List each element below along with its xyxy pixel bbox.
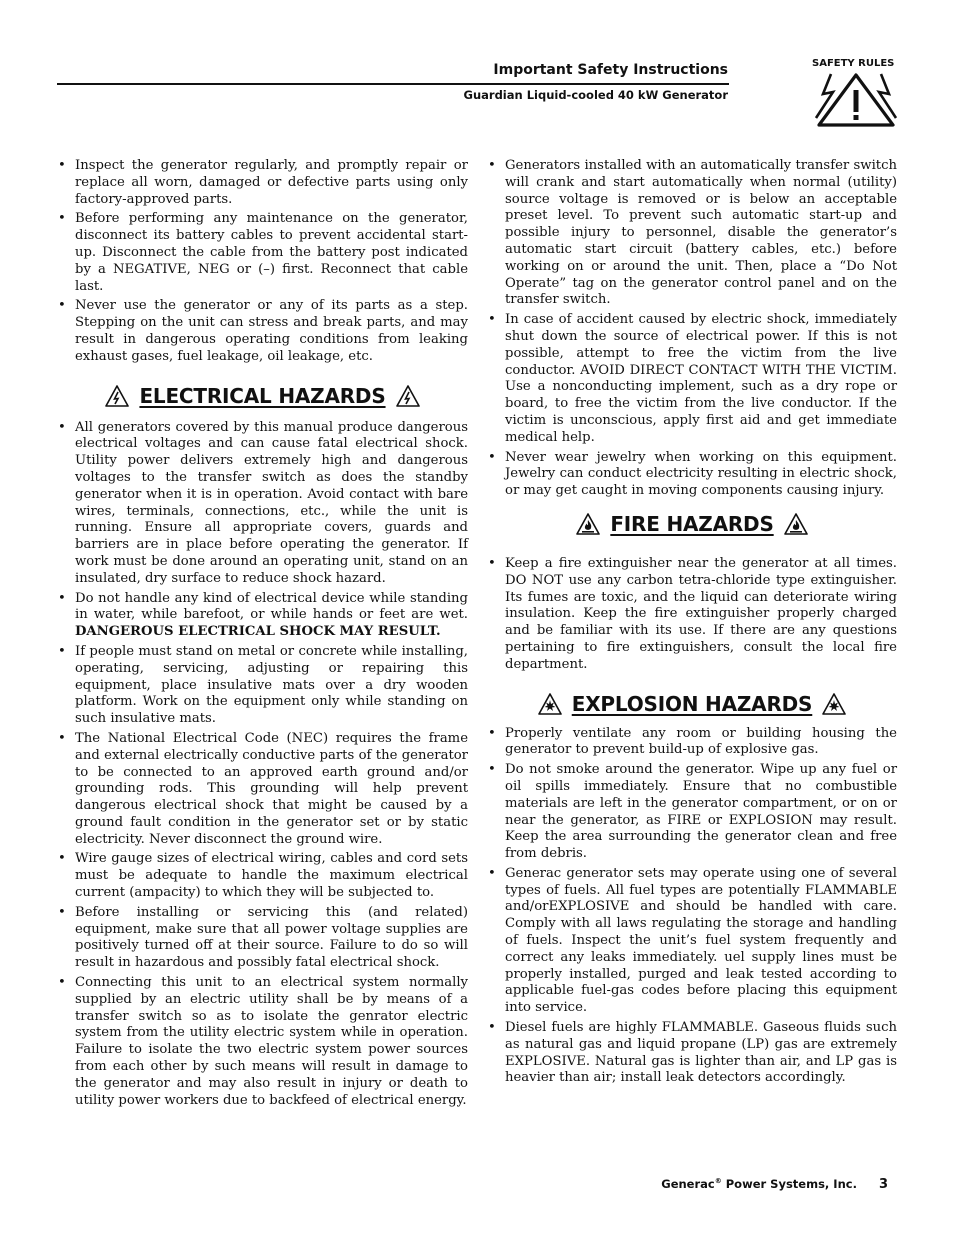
explosion-hazard-icon bbox=[822, 692, 846, 716]
fire-hazard-icon bbox=[784, 512, 808, 536]
header-rule bbox=[57, 83, 729, 85]
page-number: 3 bbox=[878, 1177, 888, 1192]
list-item: • All generators covered by this manual produce dangerous electrical voltages and can cause fatal electrical shock. Utility power delivers extremely high and dangerous voltages to the transfer switch as does the standby generator when it is in operation. Avoid contact with bare wires, terminals, connections, etc., while the unit is running. Ensure all appropriate covers, guards and barriers are in place before operating the generator. If work must be done around an operating unit, stand on an insulated, dry surface to reduce shock hazard. bbox=[57, 420, 468, 588]
electrical-hazard-icon bbox=[105, 384, 129, 408]
fire-hazard-icon bbox=[576, 512, 600, 536]
badge-label: SAFETY RULES bbox=[812, 58, 895, 69]
page-header bbox=[0, 0, 954, 135]
fire-hazards-heading bbox=[487, 512, 897, 536]
list-item: • Keep a fire extinguisher near the generator at all times. DO NOT use any carbon tetra-chloride type extinguisher. Its fumes are toxic, and the liquid can deteriorate wiring insulation. Keep the fire extinguisher properly charged and be familiar with its use. If there are any questions pertaining to fire extinguishers, consult the local fire department. bbox=[487, 556, 897, 674]
electrical-hazards-list bbox=[57, 420, 468, 1110]
list-item: • The National Electrical Code (NEC) requires the frame and external electrically conductive parts of the generator to be connected to an approved earth ground and/or grounding rods. This grounding will help prevent dangerous electrical shock that might be caused by a ground fault condition in the generator set or by static electricity. Never disconnect the ground wire. bbox=[57, 731, 468, 849]
list-item: • Before performing any maintenance on the generator, disconnect its battery cables to prevent accidental start-up. Disconnect the cable from the battery post indicated by a NEGATIVE, NEG or (–) first. Reconnect that cable last. bbox=[57, 211, 468, 295]
section-title: FIRE HAZARDS bbox=[610, 511, 774, 536]
lightning-warning-icon bbox=[813, 72, 899, 128]
footer-company: Generac bbox=[661, 1177, 715, 1191]
list-item: • Properly ventilate any room or building housing the generator to prevent build-up of explosive gas. bbox=[487, 726, 897, 760]
warning-text: DANGEROUS ELECTRICAL SHOCK MAY RESULT. bbox=[75, 624, 441, 640]
electrical-hazard-icon bbox=[396, 384, 420, 408]
electrical-hazards-heading bbox=[57, 384, 468, 408]
list-item: • Wire gauge sizes of electrical wiring, cables and cord sets must be adequate to handle the maximum electrical current (ampacity) to which they will be subjected to. bbox=[57, 851, 468, 901]
list-item-text: Do not handle any kind of electrical device while standing in water, while barefoot, or while hands or feet are wet. bbox=[75, 590, 468, 623]
footer-company-suffix: Power Systems, Inc. bbox=[721, 1177, 857, 1191]
left-column bbox=[57, 158, 468, 1112]
explosion-hazards-heading bbox=[487, 692, 897, 716]
list-item: • Generators installed with an automatically transfer switch will crank and start automatically when normal (utility) source voltage is removed or is below an acceptable preset level. To prevent such automatic start-up and possible injury to personnel, disable the generator’s automatic start circuit (battery cables, etc.) before working on or around the unit. Then, place a “Do Not Operate” tag on the generator control panel and on the transfer switch. bbox=[487, 158, 897, 309]
page-footer bbox=[661, 1177, 888, 1192]
list-item: • Never wear jewelry when working on this equipment. Jewelry can conduct electricity resulting in electric shock, or may get caught in moving components causing injury. bbox=[487, 450, 897, 500]
list-item: • Do not smoke around the generator. Wipe up any fuel or oil spills immediately. Ensure that no combustible materials are left in the generator compartment, or on or near the generator, as FIRE or EXPLOSION may result. Keep the area surrounding the generator clean and free from debris. bbox=[487, 762, 897, 863]
list-item bbox=[57, 591, 468, 641]
list-item: • Generac generator sets may operate using one of several types of fuels. All fuel types are potentially FLAMMABLE and/orEXPLOSIVE and should be handled with care. Comply with all laws regulating the storage and handling of fuels. Inspect the unit’s fuel system frequently and correct any leaks immediately. uel supply lines must be properly installed, purged and leak tested according to applicable fuel-gas codes before placing this equipment into service. bbox=[487, 866, 897, 1017]
header-subtitle: Guardian Liquid-cooled 40 kW Generator bbox=[463, 88, 728, 102]
list-item: • Connecting this unit to an electrical system normally supplied by an electric utility shall be by means of a transfer switch so as to isolate the genrator electric system from the utility electric system while in operation. Failure to isolate the two electric system power sources from each other by such means will result in damage to the generator and may also result in injury or death to utility power workers due to backfeed of electrical energy. bbox=[57, 975, 468, 1109]
list-item: • If people must stand on metal or concrete while installing, operating, servicing, adjusting or repairing this equipment, place insulative mats over a dry wooden platform. Work on the equipment only while standing on such insulative mats. bbox=[57, 644, 468, 728]
list-item: • Never use the generator or any of its parts as a step. Stepping on the unit can stress and break parts, and may result in dangerous operating conditions from leaking exhaust gases, fuel leakage, oil leakage, etc. bbox=[57, 298, 468, 365]
list-item: • Diesel fuels are highly FLAMMABLE. Gaseous fluids such as natural gas and liquid propane (LP) gas are extremely EXPLOSIVE. Natural gas is lighter than air, and LP gas is heavier than air; install leak detectors accordingly. bbox=[487, 1020, 897, 1087]
intro-list-left bbox=[57, 158, 468, 366]
explosion-hazards-list bbox=[487, 726, 897, 1088]
intro-list-right bbox=[487, 158, 897, 500]
list-item: • Before installing or servicing this (and related) equipment, make sure that all power voltage supplies are positively turned off at their source. Failure to do so will result in hazardous and possibly fatal electrical shock. bbox=[57, 905, 468, 972]
header-title: Important Safety Instructions bbox=[493, 62, 728, 78]
list-item: • In case of accident caused by electric shock, immediately shut down the source of electrical power. If this is not possible, attempt to free the victim from the live conductor. AVOID DIRECT CONTACT WITH THE VICTIM. Use a nonconducting implement, such as a dry rope or board, to free the victim from the live conductor. If the victim is unconscious, apply first aid and get immediate medical help. bbox=[487, 312, 897, 446]
fire-hazards-list bbox=[487, 556, 897, 674]
right-column bbox=[487, 158, 897, 1090]
section-title: ELECTRICAL HAZARDS bbox=[139, 383, 386, 408]
section-title: EXPLOSION HAZARDS bbox=[571, 691, 813, 716]
list-item: • Inspect the generator regularly, and promptly repair or replace all worn, damaged or defective parts using only factory-approved parts. bbox=[57, 158, 468, 208]
registered-mark: ® bbox=[714, 1177, 722, 1186]
safety-rules-badge bbox=[805, 56, 905, 131]
explosion-hazard-icon bbox=[538, 692, 562, 716]
